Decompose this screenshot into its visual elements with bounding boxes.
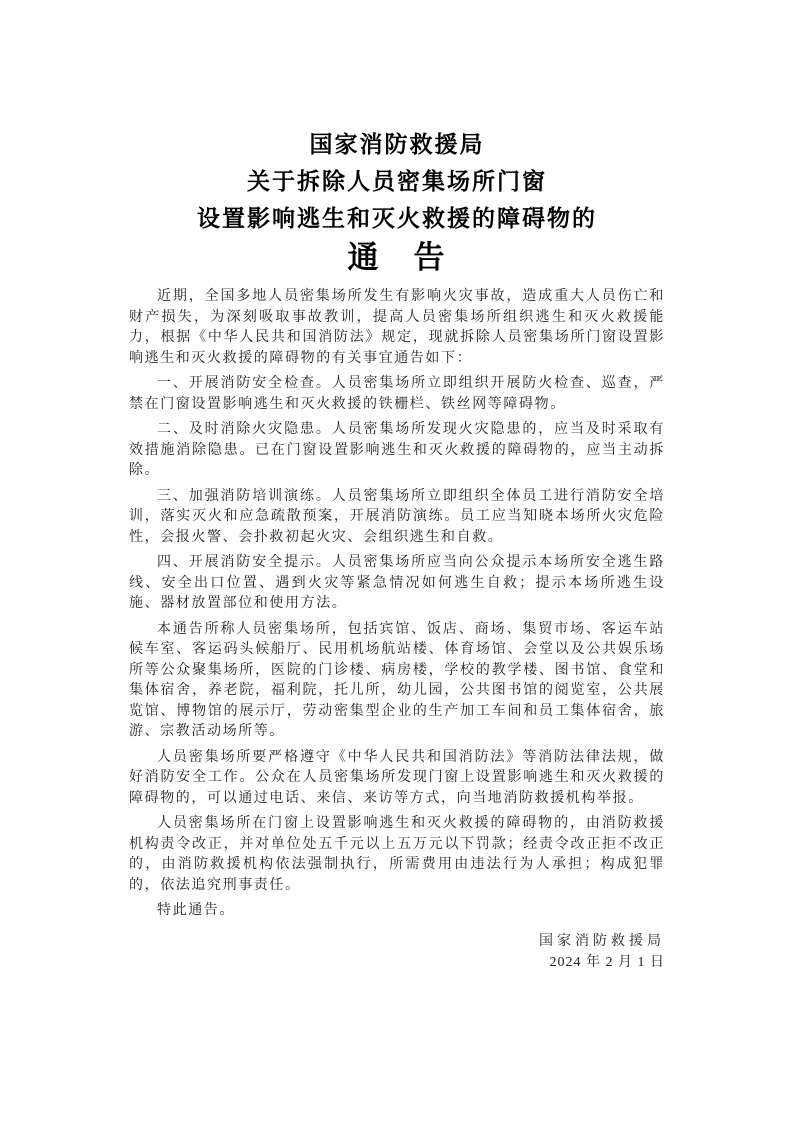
body-paragraph-definition: 本通告所称人员密集场所，包括宾馆、饭店、商场、集贸市场、客运车站候车室、客运码头候船厅、民用机场航站楼、体育场馆、会堂以及公共娱乐场所等公众聚集场所，医院的门诊楼、病房楼，学校的教学楼、图书馆、食堂和集体宿舍，养老院，福利院，托儿所，幼儿园，公共图书馆的阅览室，公共展览馆、博物馆的展示厅，劳动密集型企业的生产加工车间和员工集体宿舍，旅游、宗教活动场所等。 bbox=[129, 621, 665, 739]
body-paragraph-reporting: 人员密集场所要严格遵守《中华人民共和国消防法》等消防法律法规，做好消防安全工作。公众在人员密集场所发现门窗上设置影响逃生和灭火救援的障碍物的，可以通过电话、来信、来访等方式，向当地消防救援机构举报。 bbox=[129, 749, 665, 806]
document-body bbox=[129, 287, 665, 922]
body-paragraph-item-2: 二、及时消除火灾隐患。人员密集场所发现火灾隐患的，应当及时采取有效措施消除隐患。已在门窗设置影响逃生和灭火救援的障碍物的，应当主动拆除。 bbox=[129, 422, 665, 478]
document-content bbox=[129, 126, 665, 973]
signature-date: 2024 年 2 月 1 日 bbox=[549, 954, 665, 970]
document-header bbox=[129, 126, 665, 279]
body-paragraph-item-3: 三、加强消防培训演练。人员密集场所立即组织全体员工进行消防安全培训，落实灭火和应急疏散预案，开展消防演练。员工应当知晓本场所火灾危险性，会报火警、会扑救初起火灾、会组织逃生和自救。 bbox=[129, 488, 665, 545]
document-subject-line-2: 设置影响逃生和灭火救援的障碍物的 bbox=[197, 206, 597, 231]
body-paragraph-penalty: 人员密集场所在门窗上设置影响逃生和灭火救援的障碍物的，由消防救援机构责令改正，并对单位处五千元以上五万元以下罚款；经责令改正拒不改正的，由消防救援机构依法强制执行，所需费用由违法行为人承担；构成犯罪的，依法追究刑事责任。 bbox=[129, 816, 665, 893]
body-paragraph-item-1: 一、开展消防安全检查。人员密集场所立即组织开展防火检查、巡查，严禁在门窗设置影响逃生和灭火救援的铁栅栏、铁丝网等障碍物。 bbox=[129, 376, 665, 412]
body-paragraph-intro: 近期，全国多地人员密集场所发生有影响火灾事故，造成重大人员伤亡和财产损失，为深刻吸取事故教训，提高人员密集场所组织逃生和灭火救援能力，根据《中华人民共和国消防法》规定，现就拆除人员密集场所门窗设置影响逃生和灭火救援的障碍物的有关事宜通告如下： bbox=[129, 289, 665, 366]
document-subject-line-1: 关于拆除人员密集场所门窗 bbox=[247, 169, 547, 194]
signature-block bbox=[129, 931, 665, 973]
issuing-authority-title: 国家消防救援局 bbox=[309, 132, 485, 157]
body-paragraph-item-4: 四、开展消防安全提示。人员密集场所应当向公众提示本场所安全逃生路线、安全出口位置、遇到火灾等紧急情况如何逃生自救；提示本场所逃生设施、器材放置部位和使用方法。 bbox=[129, 555, 665, 611]
body-paragraph-closing: 特此通告。 bbox=[157, 903, 235, 918]
document-type-title: 通 告 bbox=[347, 240, 447, 275]
signature-authority: 国家消防救援局 bbox=[539, 933, 665, 949]
